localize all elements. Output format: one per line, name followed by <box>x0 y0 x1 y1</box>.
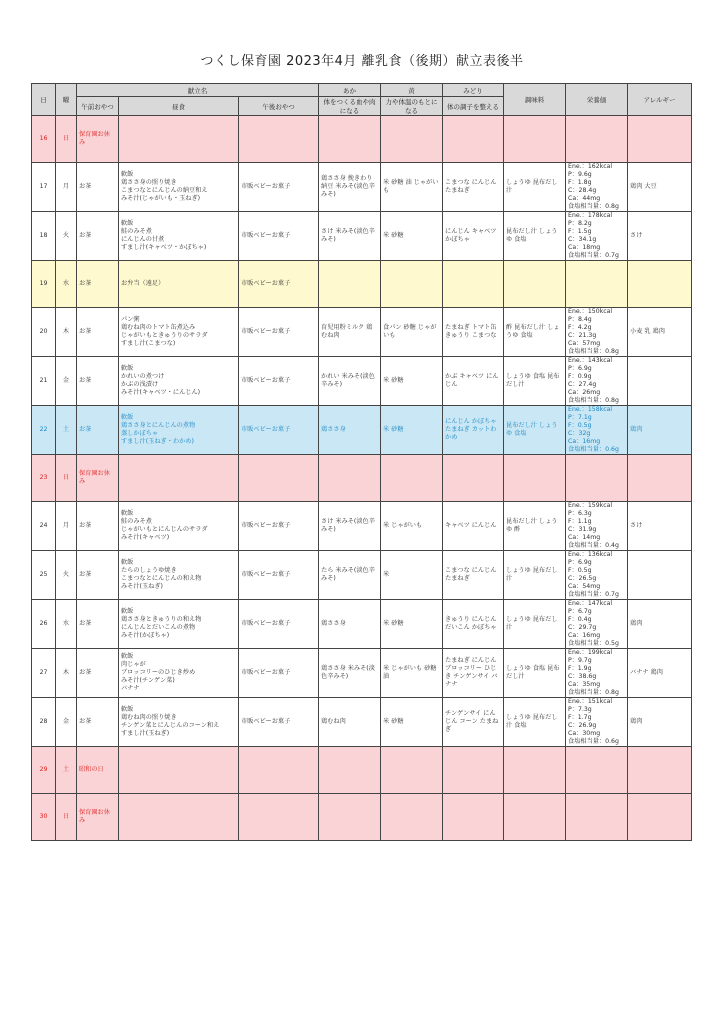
morning-snack-cell: お茶 <box>77 261 119 308</box>
table-row <box>32 406 692 455</box>
nutrition-cell: Ene.：147kcal P：6.7g F：0.4g C：29.7g Ca：16mg 食塩相当量：0.5g <box>566 600 628 649</box>
green-food-cell <box>443 455 504 502</box>
lunch-cell: 軟飯 肉じゃが ブロッコリーのひじき炒め みそ汁(チンゲン菜) バナナ <box>119 649 239 698</box>
header-allergy: アレルギー <box>628 84 692 116</box>
seasoning-cell <box>504 455 566 502</box>
header-afternoon-snack: 午後おやつ <box>239 97 319 116</box>
allergy-cell: 鶏肉 大豆 <box>628 163 692 212</box>
nutrition-cell: Ene.：178kcal P：8.2g F：1.5g C：34.1g Ca：18mg 食塩相当量：0.7g <box>566 212 628 261</box>
header-lunch: 昼食 <box>119 97 239 116</box>
yellow-food-cell: 米 砂糖 <box>381 698 443 747</box>
lunch-cell <box>119 116 239 163</box>
yellow-food-cell: 米 砂糖 <box>381 600 443 649</box>
afternoon-snack-cell: 市販ベビーお菓子 <box>239 551 319 600</box>
nutrition-cell: Ene.：162kcal P：9.6g F：1.8g C：28.4g Ca：44mg 食塩相当量：0.8g <box>566 163 628 212</box>
seasoning-cell <box>504 116 566 163</box>
nutrition-cell <box>566 794 628 841</box>
afternoon-snack-cell: 市販ベビーお菓子 <box>239 261 319 308</box>
weekday-cell: 木 <box>56 308 77 357</box>
allergy-cell <box>628 794 692 841</box>
day-cell: 30 <box>32 794 56 841</box>
table-row <box>32 116 692 163</box>
lunch-cell <box>119 747 239 794</box>
red-food-cell: 鶏ささ身 挽きわり納豆 米みそ(淡色辛みそ) <box>319 163 381 212</box>
yellow-food-cell <box>381 794 443 841</box>
green-food-cell: こまつな にんじん たまねぎ <box>443 163 504 212</box>
afternoon-snack-cell: 市販ベビーお菓子 <box>239 163 319 212</box>
allergy-cell <box>628 116 692 163</box>
table-row <box>32 551 692 600</box>
nutrition-cell: Ene.：159kcal P：6.3g F：1.1g C：31.9g Ca：14mg 食塩相当量：0.4g <box>566 502 628 551</box>
morning-snack-cell: お茶 <box>77 406 119 455</box>
allergy-cell: 鶏肉 <box>628 600 692 649</box>
day-cell: 22 <box>32 406 56 455</box>
day-cell: 24 <box>32 502 56 551</box>
morning-snack-cell: お茶 <box>77 502 119 551</box>
green-food-cell <box>443 116 504 163</box>
morning-snack-cell: 保育園お休み <box>77 455 119 502</box>
table-row <box>32 794 692 841</box>
afternoon-snack-cell: 市販ベビーお菓子 <box>239 698 319 747</box>
red-food-cell <box>319 116 381 163</box>
morning-snack-cell: お茶 <box>77 698 119 747</box>
afternoon-snack-cell: 市販ベビーお菓子 <box>239 502 319 551</box>
morning-snack-cell: お茶 <box>77 163 119 212</box>
table-row <box>32 261 692 308</box>
seasoning-cell: しょうゆ 食塩 昆布だし汁 <box>504 649 566 698</box>
yellow-food-cell: 米 砂糖 <box>381 406 443 455</box>
red-food-cell: 鶏ささ身 <box>319 600 381 649</box>
seasoning-cell: 酢 昆布だし汁 しょうゆ 食塩 <box>504 308 566 357</box>
allergy-cell <box>628 357 692 406</box>
morning-snack-cell: 保育園お休み <box>77 116 119 163</box>
lunch-cell: 軟飯 鶏むね肉の照り焼き チンゲン菜とにんじんのコーン和え すまし汁(玉ねぎ) <box>119 698 239 747</box>
day-cell: 25 <box>32 551 56 600</box>
day-cell: 20 <box>32 308 56 357</box>
red-food-cell <box>319 794 381 841</box>
afternoon-snack-cell: 市販ベビーお菓子 <box>239 649 319 698</box>
morning-snack-cell: お茶 <box>77 600 119 649</box>
weekday-cell: 金 <box>56 357 77 406</box>
lunch-cell: 軟飯 鶏ささ身とにんじんの煮物 蒸しかぼちゃ すまし汁(玉ねぎ・わかめ) <box>119 406 239 455</box>
morning-snack-cell: お茶 <box>77 308 119 357</box>
lunch-cell: 軟飯 鮭のみそ煮 にんじんの甘煮 すまし汁(キャベツ・かぼちゃ) <box>119 212 239 261</box>
day-cell: 27 <box>32 649 56 698</box>
seasoning-cell: しょうゆ 昆布だし汁 <box>504 551 566 600</box>
red-food-cell: さけ 米みそ(淡色辛みそ) <box>319 502 381 551</box>
allergy-cell <box>628 747 692 794</box>
yellow-food-cell: 米 じゃがいも 砂糖 油 <box>381 649 443 698</box>
nutrition-cell <box>566 261 628 308</box>
afternoon-snack-cell <box>239 116 319 163</box>
table-row <box>32 357 692 406</box>
afternoon-snack-cell: 市販ベビーお菓子 <box>239 600 319 649</box>
yellow-food-cell: 米 砂糖 油 じゃがいも <box>381 163 443 212</box>
red-food-cell: 鶏ささ身 米みそ(淡色辛みそ) <box>319 649 381 698</box>
afternoon-snack-cell <box>239 794 319 841</box>
yellow-food-cell: 米 <box>381 551 443 600</box>
weekday-cell: 火 <box>56 551 77 600</box>
nutrition-cell <box>566 455 628 502</box>
afternoon-snack-cell <box>239 455 319 502</box>
red-food-cell: 鶏ささ身 <box>319 406 381 455</box>
header-menu-name: 献立名 <box>77 84 319 97</box>
weekday-cell: 火 <box>56 212 77 261</box>
header-red-sub: 体をつくる血や肉になる <box>319 97 381 116</box>
day-cell: 19 <box>32 261 56 308</box>
yellow-food-cell: 米 砂糖 <box>381 357 443 406</box>
green-food-cell: きゅうり にんじん だいこん かぼちゃ <box>443 600 504 649</box>
table-row <box>32 600 692 649</box>
weekday-cell: 土 <box>56 406 77 455</box>
morning-snack-cell: お茶 <box>77 357 119 406</box>
weekday-cell: 日 <box>56 116 77 163</box>
seasoning-cell <box>504 747 566 794</box>
seasoning-cell: 昆布だし汁 しょうゆ 食塩 <box>504 406 566 455</box>
afternoon-snack-cell: 市販ベビーお菓子 <box>239 308 319 357</box>
seasoning-cell <box>504 794 566 841</box>
red-food-cell: かれい 米みそ(淡色辛みそ) <box>319 357 381 406</box>
green-food-cell: チンゲンサイ にんじん コーン たまねぎ <box>443 698 504 747</box>
seasoning-cell: 昆布だし汁 しょうゆ 酢 <box>504 502 566 551</box>
yellow-food-cell <box>381 455 443 502</box>
yellow-food-cell <box>381 116 443 163</box>
lunch-cell <box>119 794 239 841</box>
red-food-cell <box>319 747 381 794</box>
header-green: みどり <box>443 84 504 97</box>
green-food-cell: たまねぎ にんじん ブロッコリー ひじき チンゲンサイ バナナ <box>443 649 504 698</box>
green-food-cell <box>443 794 504 841</box>
lunch-cell: 軟飯 たらのしょうゆ焼き こまつなとにんじんの和え物 みそ汁(玉ねぎ) <box>119 551 239 600</box>
morning-snack-cell: お茶 <box>77 551 119 600</box>
green-food-cell: こまつな にんじん たまねぎ <box>443 551 504 600</box>
seasoning-cell: しょうゆ 昆布だし汁 食塩 <box>504 698 566 747</box>
afternoon-snack-cell <box>239 747 319 794</box>
nutrition-cell: Ene.：136kcal P：6.9g F：0.5g C：26.5g Ca：54mg 食塩相当量：0.7g <box>566 551 628 600</box>
lunch-cell: 軟飯 かれいの煮つけ かぶの浅漬け みそ汁(キャベツ・にんじん) <box>119 357 239 406</box>
weekday-cell: 月 <box>56 502 77 551</box>
weekday-cell: 土 <box>56 747 77 794</box>
green-food-cell: たまねぎ トマト缶 きゅうり こまつな <box>443 308 504 357</box>
yellow-food-cell <box>381 261 443 308</box>
red-food-cell: 育児用粉ミルク 鶏むね肉 <box>319 308 381 357</box>
allergy-cell: さけ <box>628 502 692 551</box>
header-green-sub: 体の調子を整える <box>443 97 504 116</box>
morning-snack-cell: お茶 <box>77 649 119 698</box>
header-nutrition: 栄養価 <box>566 84 628 116</box>
table-row <box>32 649 692 698</box>
allergy-cell <box>628 455 692 502</box>
yellow-food-cell <box>381 747 443 794</box>
red-food-cell <box>319 261 381 308</box>
yellow-food-cell: 米 じゃがいも <box>381 502 443 551</box>
allergy-cell: 鶏肉 <box>628 406 692 455</box>
seasoning-cell <box>504 261 566 308</box>
nutrition-cell: Ene.：158kcal P：7.1g F：0.5g C：32g Ca：16mg 食塩相当量：0.6g <box>566 406 628 455</box>
header-red: あか <box>319 84 381 97</box>
allergy-cell: さけ <box>628 212 692 261</box>
yellow-food-cell: 食パン 砂糖 じゃがいも <box>381 308 443 357</box>
header-day: 日 <box>32 84 56 116</box>
day-cell: 28 <box>32 698 56 747</box>
table-row <box>32 308 692 357</box>
green-food-cell: にんじん かぼちゃ たまねぎ カットわかめ <box>443 406 504 455</box>
weekday-cell: 月 <box>56 163 77 212</box>
green-food-cell: キャベツ にんじん <box>443 502 504 551</box>
seasoning-cell: しょうゆ 食塩 昆布だし汁 <box>504 357 566 406</box>
lunch-cell: 軟飯 鮭のみそ煮 じゃがいもとにんじんのサラダ みそ汁(キャベツ) <box>119 502 239 551</box>
day-cell: 26 <box>32 600 56 649</box>
menu-table <box>31 83 692 841</box>
green-food-cell: かぶ キャベツ にんじん <box>443 357 504 406</box>
day-cell: 18 <box>32 212 56 261</box>
day-cell: 21 <box>32 357 56 406</box>
nutrition-cell: Ene.：143kcal P：6.9g F：0.9g C：27.4g Ca：26mg 食塩相当量：0.8g <box>566 357 628 406</box>
lunch-cell: 軟飯 鶏ささ身の照り焼き こまつなとにんじんの納豆和え みそ汁(じゃがいも・玉ねぎ) <box>119 163 239 212</box>
nutrition-cell <box>566 116 628 163</box>
afternoon-snack-cell: 市販ベビーお菓子 <box>239 357 319 406</box>
day-cell: 23 <box>32 455 56 502</box>
allergy-cell <box>628 261 692 308</box>
nutrition-cell: Ene.：199kcal P：9.7g F：1.9g C：38.6g Ca：35mg 食塩相当量：0.8g <box>566 649 628 698</box>
weekday-cell: 木 <box>56 649 77 698</box>
header-yellow-sub: 力や体温のもとになる <box>381 97 443 116</box>
allergy-cell <box>628 551 692 600</box>
table-row <box>32 698 692 747</box>
red-food-cell: さけ 米みそ(淡色辛みそ) <box>319 212 381 261</box>
lunch-cell: 軟飯 鶏ささ身ときゅうりの和え物 にんじんとだいこんの煮物 みそ汁(かぼちゃ) <box>119 600 239 649</box>
header-seasoning: 調味料 <box>504 84 566 116</box>
lunch-cell: パン粥 鶏むね肉のトマト缶煮込み じゃがいもときゅうりのサラダ すまし汁(こまつな) <box>119 308 239 357</box>
header-morning-snack: 午前おやつ <box>77 97 119 116</box>
weekday-cell: 水 <box>56 600 77 649</box>
nutrition-cell: Ene.：151kcal P：7.3g F：1.7g C：26.9g Ca：30mg 食塩相当量：0.6g <box>566 698 628 747</box>
day-cell: 29 <box>32 747 56 794</box>
morning-snack-cell: 昭和の日 <box>77 747 119 794</box>
day-cell: 16 <box>32 116 56 163</box>
weekday-cell: 日 <box>56 794 77 841</box>
green-food-cell <box>443 261 504 308</box>
nutrition-cell <box>566 747 628 794</box>
day-cell: 17 <box>32 163 56 212</box>
green-food-cell: にんじん キャベツ かぼちゃ <box>443 212 504 261</box>
seasoning-cell: しょうゆ 昆布だし汁 <box>504 600 566 649</box>
table-row <box>32 212 692 261</box>
afternoon-snack-cell: 市販ベビーお菓子 <box>239 406 319 455</box>
allergy-cell: 小麦 乳 鶏肉 <box>628 308 692 357</box>
morning-snack-cell: お茶 <box>77 212 119 261</box>
table-row <box>32 747 692 794</box>
allergy-cell: バナナ 鶏肉 <box>628 649 692 698</box>
seasoning-cell: 昆布だし汁 しょうゆ 食塩 <box>504 212 566 261</box>
weekday-cell: 日 <box>56 455 77 502</box>
table-row <box>32 455 692 502</box>
lunch-cell <box>119 455 239 502</box>
morning-snack-cell: 保育園お休み <box>77 794 119 841</box>
nutrition-cell: Ene.：150kcal P：8.4g F：4.2g C：21.3g Ca：57mg 食塩相当量：0.8g <box>566 308 628 357</box>
header-weekday: 曜 <box>56 84 77 116</box>
page-title: つくし保育園 2023年4月 離乳食（後期）献立表後半 <box>200 54 524 69</box>
table-row <box>32 163 692 212</box>
lunch-cell: お弁当（遠足） <box>119 261 239 308</box>
green-food-cell <box>443 747 504 794</box>
allergy-cell: 鶏肉 <box>628 698 692 747</box>
yellow-food-cell: 米 砂糖 <box>381 212 443 261</box>
red-food-cell: 鶏むね肉 <box>319 698 381 747</box>
afternoon-snack-cell: 市販ベビーお菓子 <box>239 212 319 261</box>
header-yellow: 黄 <box>381 84 443 97</box>
table-row <box>32 502 692 551</box>
weekday-cell: 水 <box>56 261 77 308</box>
weekday-cell: 金 <box>56 698 77 747</box>
red-food-cell: たら 米みそ(淡色辛みそ) <box>319 551 381 600</box>
red-food-cell <box>319 455 381 502</box>
seasoning-cell: しょうゆ 昆布だし汁 <box>504 163 566 212</box>
